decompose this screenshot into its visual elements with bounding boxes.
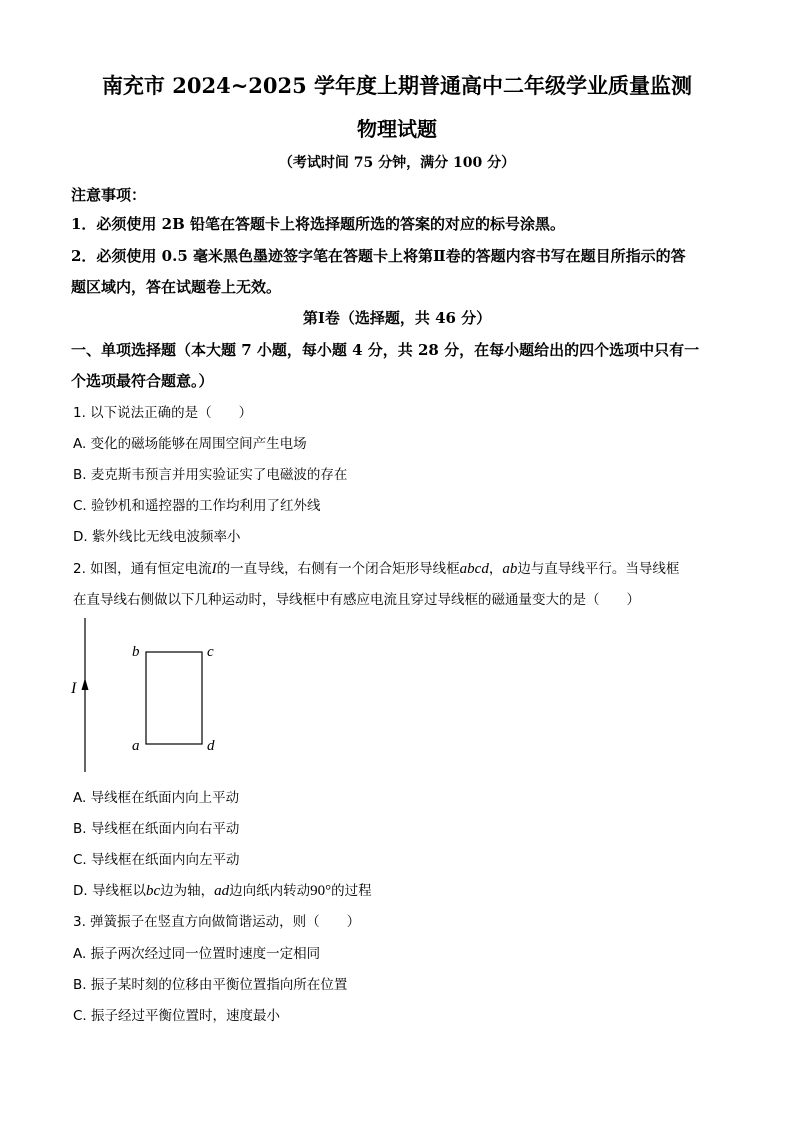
q2-option-d-angle: 90° — [310, 883, 332, 899]
q2-option-a: A. 导线框在纸面内向上平动 — [73, 790, 240, 806]
q1-stem: 1. 以下说法正确的是（ ） — [73, 405, 253, 421]
q2-option-b: B. 导线框在纸面内向右平动 — [73, 821, 240, 837]
rectangular-frame — [146, 652, 202, 744]
time-note: （考试时间 75 分钟，满分 100 分） — [278, 155, 516, 171]
q2-frame-label: abcd — [459, 561, 489, 577]
q2-option-d-text-3: 边向纸内转动 — [229, 883, 311, 899]
vertex-d-label: d — [207, 738, 215, 754]
q2-diagram — [60, 612, 240, 772]
vertex-c-label: c — [207, 644, 214, 660]
diagram-current-label: I — [71, 680, 77, 697]
q2-option-d-ad: ad — [214, 883, 230, 899]
notice-item-2-line1: 2．必须使用 0.5 毫米黑色墨迹签字笔在答题卡上将第Ⅱ卷的答题内容书写在题目所指示的答 — [71, 247, 686, 265]
vertex-b-label: b — [132, 644, 140, 660]
q2-stem-text-2: 的一直导线，右侧有一个闭合矩形导线框 — [216, 561, 460, 577]
q2-option-d-text-2: 边为轴， — [160, 883, 215, 899]
vertex-a-label: a — [132, 738, 140, 754]
q2-option-d-bc: bc — [145, 883, 161, 899]
q2-option-d-text-4: 的过程 — [331, 883, 372, 899]
q1-option-c: C. 验钞机和遥控器的工作均利用了红外线 — [73, 498, 321, 514]
q3-option-a: A. 振子两次经过同一位置时速度一定相同 — [73, 946, 321, 962]
current-arrow-icon — [82, 678, 89, 690]
subject-title: 物理试题 — [357, 117, 437, 141]
part-one-title: 第Ⅰ卷（选择题，共 46 分） — [302, 309, 492, 327]
notice-heading: 注意事项： — [71, 186, 147, 204]
q1-option-a: A. 变化的磁场能够在周围空间产生电场 — [73, 436, 307, 452]
q2-side-ab: ab — [502, 561, 518, 577]
q2-stem-text-3: ， — [488, 561, 503, 577]
notice-item-1: 1．必须使用 2B 铅笔在答题卡上将选择题所选的答案的对应的标号涂黑。 — [71, 215, 565, 233]
q2-option-d-text-1: D. 导线框以 — [73, 883, 146, 899]
q2-option-c: C. 导线框在纸面内向左平动 — [73, 852, 240, 868]
q3-option-c: C. 振子经过平衡位置时，速度最小 — [73, 1008, 281, 1024]
q2-stem-line1 — [73, 557, 679, 578]
q2-stem-text-1: 2. 如图，通有恒定电流 — [73, 561, 212, 577]
notice-item-2-line2: 题区域内，答在试题卷上无效。 — [71, 278, 282, 296]
q1-option-d: D. 紫外线比无线电波频率小 — [73, 529, 241, 545]
q3-stem: 3. 弹簧振子在竖直方向做简谐运动，则（ ） — [73, 914, 361, 930]
section-heading-line2: 个选项最符合题意。） — [71, 372, 214, 390]
section-heading-line1: 一、单项选择题（本大题 7 小题，每小题 4 分，共 28 分，在每小题给出的四个选项中只有一 — [71, 341, 700, 359]
exam-title: 南充市 2024~2025 学年度上期普通高中二年级学业质量监测 — [101, 73, 693, 98]
q2-option-d — [73, 879, 372, 900]
q1-option-b: B. 麦克斯韦预言并用实验证实了电磁波的存在 — [73, 467, 348, 483]
q2-stem-line2: 在直导线右侧做以下几种运动时，导线框中有感应电流且穿过导线框的磁通量变大的是（ ） — [73, 592, 640, 608]
q2-current-symbol: I — [211, 561, 217, 577]
q3-option-b: B. 振子某时刻的位移由平衡位置指向所在位置 — [73, 977, 348, 993]
q2-stem-text-4: 边与直导线平行。当导线框 — [517, 561, 680, 577]
